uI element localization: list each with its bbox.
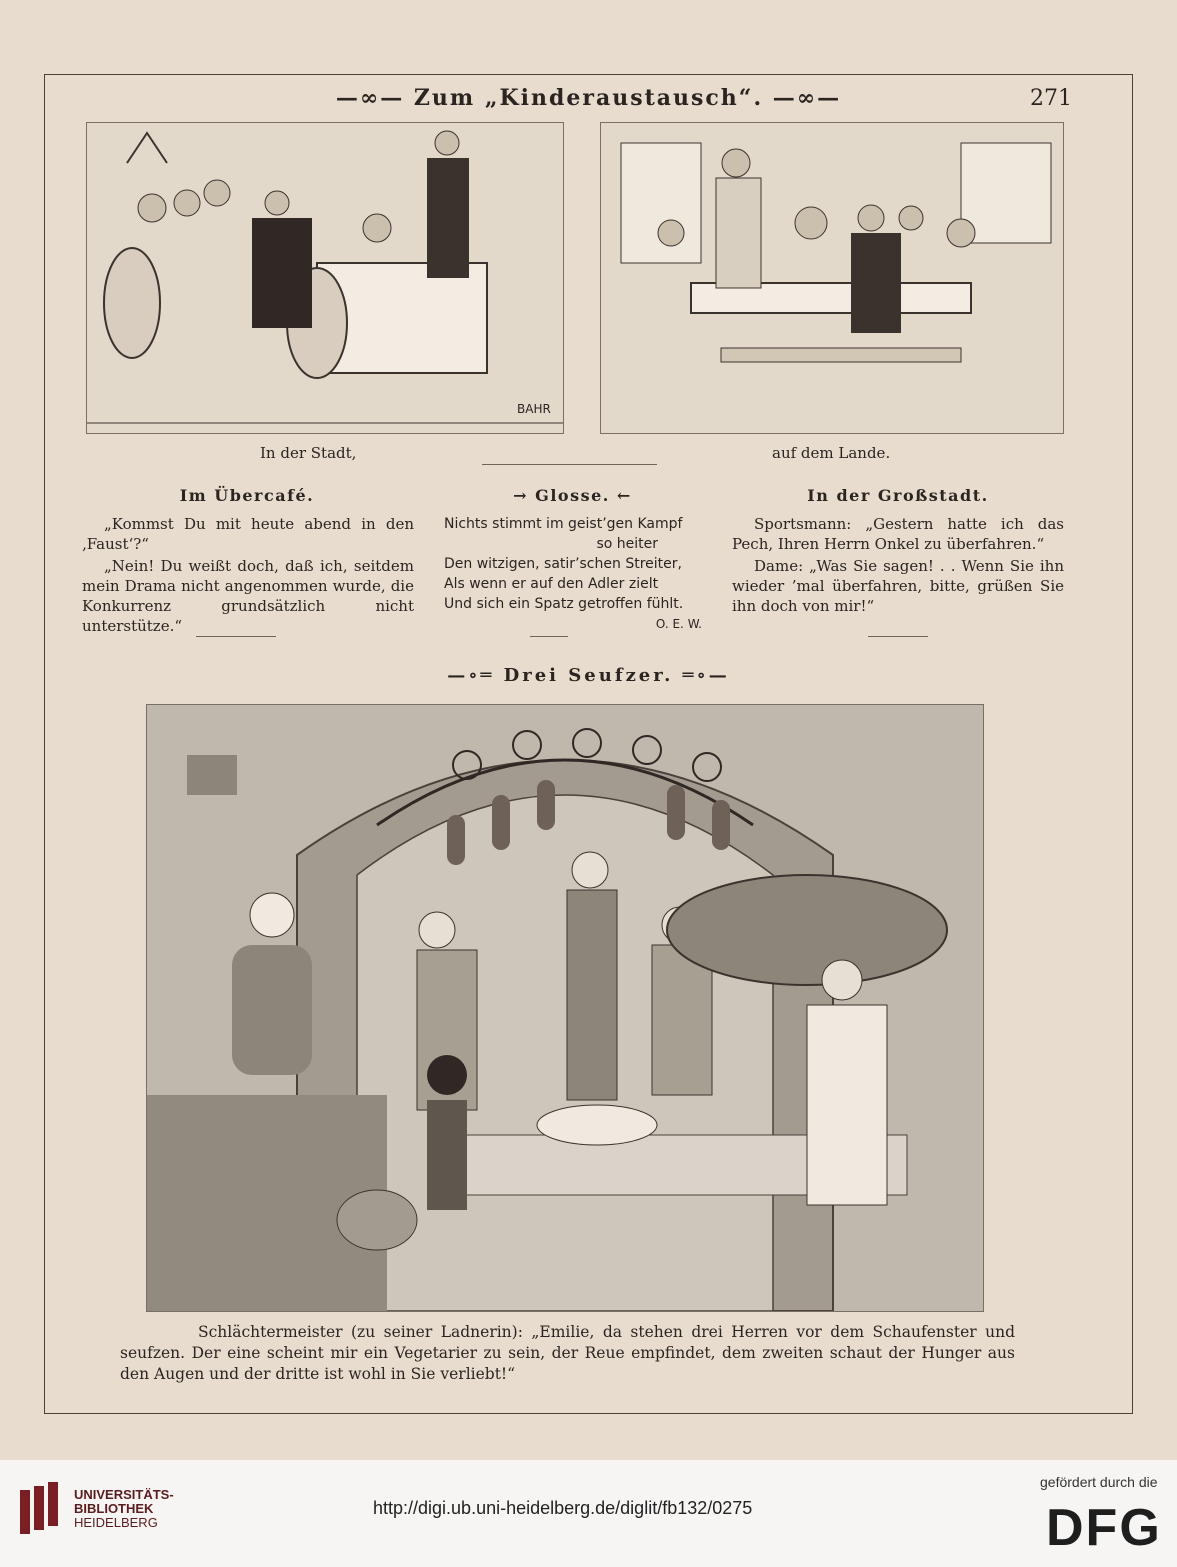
paragraph: „Kommst Du mit heute abend in den ‚Faust‘?“ <box>82 515 414 553</box>
column-title-grossstadt: In der Großstadt. <box>807 486 989 505</box>
illustration-country-meal <box>600 122 1064 434</box>
poem-glosse <box>444 514 702 634</box>
library-logo-icon <box>18 1482 66 1536</box>
column-end-rule <box>196 636 276 637</box>
paragraph: Dame: „Was Sie sagen! . . Wenn Sie ihn wieder ’mal überfahren, bitte, grüßen Sie ihn doch von mir!“ <box>732 557 1064 615</box>
column-end-rule <box>868 636 928 637</box>
poem-line: Und sich ein Spatz getroffen fühlt. <box>444 596 684 612</box>
paragraph: „Nein! Du weißt doch, daß ich, seitdem mein Drama nicht angenommen wurde, die Konkurrenz grundsätzlich nicht unterstütze.“ <box>82 557 414 635</box>
illustration-city-dinner <box>86 122 564 434</box>
poem-line: Den witzigen, satir’schen Streiter, <box>444 556 682 572</box>
main-caption: Schlächtermeister (zu seiner Ladnerin): „Emilie, da stehen drei Herren vor dem Schaufenster und seufzen. Der eine scheint mir ein Vegetarier zu sein, der Reue empfindet, dem zweiten schaut der Hunger aus den Augen und der dritte ist wohl in Sie verliebt!“ <box>120 1323 1015 1383</box>
column-text-uebercafe <box>82 514 414 638</box>
source-url-link[interactable]: http://digi.ub.uni-heidelberg.de/diglit/fb132/0275 <box>373 1498 753 1518</box>
funding-text: gefördert durch die <box>1040 1474 1158 1490</box>
illustration-butcher-shop <box>146 704 984 1312</box>
page-number: 271 <box>1030 86 1072 111</box>
poem-line: Nichts stimmt im geist’gen Kampf <box>444 516 683 532</box>
butcher-shop-drawing <box>147 705 983 1311</box>
artist-signature: BAHR <box>517 402 551 416</box>
library-name-line: HEIDELBERG <box>74 1515 158 1530</box>
column-end-rule <box>530 636 568 637</box>
country-meal-drawing <box>601 123 1063 433</box>
poem-line: so heiter <box>596 536 658 552</box>
column-title-uebercafe: Im Übercafé. <box>179 486 315 505</box>
caption-city: In der Stadt, <box>260 444 357 462</box>
library-name <box>74 1488 174 1530</box>
library-name-line: BIBLIOTHEK <box>74 1501 154 1516</box>
library-name-line: UNIVERSITÄTS- <box>74 1487 174 1502</box>
column-title-glosse: → Glosse. ← <box>513 486 632 505</box>
section-title-drei-seufzer: —∘═ Drei Seufzer. ═∘— <box>447 665 730 686</box>
caption-country: auf dem Lande. <box>772 444 891 462</box>
poem-line: Als wenn er auf den Adler zielt <box>444 576 659 592</box>
dfg-logo: DFG <box>1046 1499 1162 1557</box>
library-footer <box>0 1460 1177 1567</box>
page-header-title: —∞— Zum „Kinderaustausch“. —∞— <box>335 85 842 111</box>
column-text-grossstadt <box>732 514 1064 618</box>
paragraph: Sportsmann: „Gestern hatte ich das Pech, Ihren Herrn Onkel zu überfahren.“ <box>732 515 1064 553</box>
poem-signature: O. E. W. <box>655 617 702 631</box>
divider-rule <box>482 464 657 465</box>
city-dinner-drawing <box>87 123 563 433</box>
